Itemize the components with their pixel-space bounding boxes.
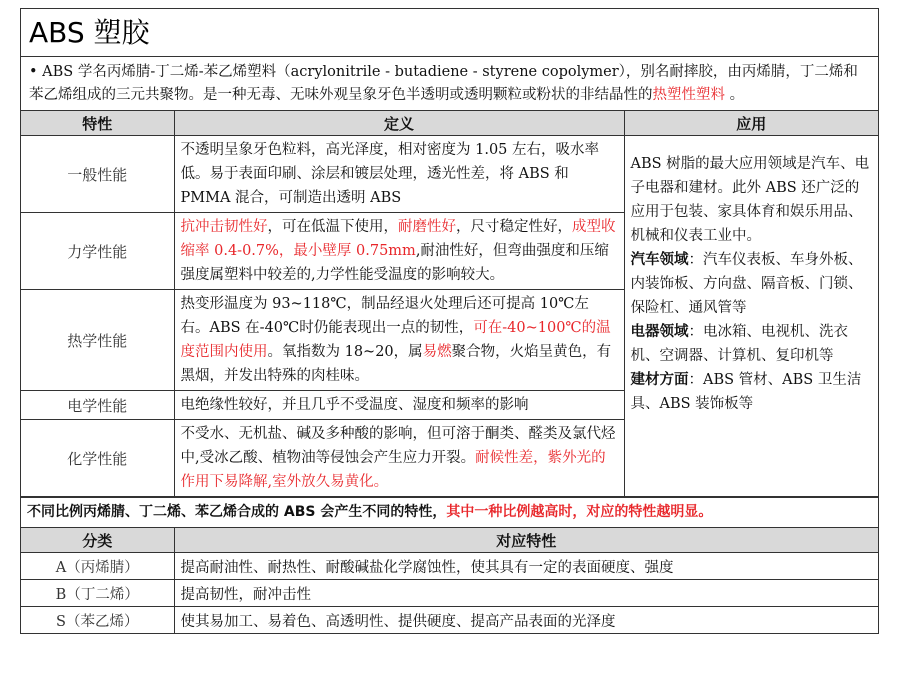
note-highlight: 其中一种比例越高时，对应的特性越明显。 <box>446 504 713 520</box>
highlight-text: 抗冲击韧性好 <box>180 219 268 235</box>
component-effect: 使其易加工、易着色、高透明性、提供硬度、提高产品表面的光泽度 <box>174 607 878 634</box>
header-definition: 定义 <box>174 111 624 136</box>
highlight-text: 耐磨性好 <box>398 219 456 235</box>
component-class: S（苯乙烯） <box>21 607 174 634</box>
highlight-text: 成型收缩率 0.4-0.7%，最小壁厚 0.75mm <box>180 219 616 259</box>
table-row <box>21 136 878 213</box>
building-text: ：ABS 管材、ABS 卫生洁具、ABS 装饰板等 <box>630 372 862 412</box>
application-cell <box>624 136 878 497</box>
definition-text: 。氧指数为 18~20，属 <box>267 344 423 360</box>
property-name: 电学性能 <box>21 391 174 420</box>
note-text: 不同比例丙烯腈、丁二烯、苯乙烯合成的 ABS 会产生不同的特性， <box>27 504 447 520</box>
intro-tail: 。 <box>725 87 745 103</box>
intro-highlight: 热塑性塑料 <box>652 87 725 103</box>
property-name: 力学性能 <box>21 213 174 290</box>
page-title: ABS 塑胶 <box>21 9 878 57</box>
table-row <box>21 553 878 580</box>
ratio-note <box>21 497 878 528</box>
property-name: 化学性能 <box>21 420 174 497</box>
table-row <box>21 580 878 607</box>
car-label: 汽车领域 <box>630 251 689 268</box>
abs-sheet <box>20 8 879 634</box>
property-definition: 不透明呈象牙色粒料，高光泽度，相对密度为 1.05 左右，吸水率低。易于表面印刷、涂层和镀层处理，透光性差，将 ABS 和 PMMA 混合，可制造出透明 ABS <box>174 136 624 213</box>
electrical-text: ：电冰箱、电视机、洗衣机、空调器、计算机、复印机等 <box>630 324 848 364</box>
property-definition <box>174 213 624 290</box>
property-table-header <box>21 111 878 136</box>
electrical-label: 电器领域 <box>630 323 689 340</box>
definition-text: 热变形温度为 93~118℃，制品经退火处理后还可提高 10℃左右。ABS 在-40℃时仍能表现出一点的韧性， <box>180 296 589 336</box>
component-effect: 提高耐油性、耐热性、耐酸碱盐化学腐蚀性，使其具有一定的表面硬度、强度 <box>174 553 878 580</box>
property-definition <box>174 420 624 497</box>
component-class: A（丙烯腈） <box>21 553 174 580</box>
property-definition: 电绝缘性较好，并且几乎不受温度、湿度和频率的影响 <box>174 391 624 420</box>
bullet: • <box>29 64 38 80</box>
highlight-text: 可在-40~100℃的温度范围内使用 <box>180 320 611 360</box>
building-label: 建材方面 <box>630 371 689 388</box>
property-table <box>21 111 878 497</box>
definition-text: ,耐油性好，但弯曲强度和压缩强度属塑料中较差的,力学性能受温度的影响较大。 <box>180 243 609 283</box>
property-name: 一般性能 <box>21 136 174 213</box>
definition-text: 聚合物，火焰呈黄色，有黑烟，并发出特殊的肉桂味。 <box>180 344 612 384</box>
definition-text: 不受水、无机盐、碱及多种酸的影响，但可溶于酮类、醛类及氯代烃中,受冰乙酸、植物油等侵蚀会产生应力开裂。 <box>180 426 616 466</box>
component-class: B（丁二烯） <box>21 580 174 607</box>
property-name: 热学性能 <box>21 290 174 391</box>
table-row <box>21 607 878 634</box>
definition-text: ，尺寸稳定性好， <box>456 219 572 235</box>
highlight-text: 耐候性差，紫外光的作用下易降解,室外放久易黄化。 <box>180 450 606 490</box>
header-effect: 对应特性 <box>174 528 878 553</box>
car-text: ：汽车仪表板、车身外板、内装饰板、方向盘、隔音板、门锁、保险杠、通风管等 <box>630 252 863 316</box>
header-class: 分类 <box>21 528 174 553</box>
intro-text: ABS 学名丙烯腈-丁二烯-苯乙烯塑料（acrylonitrile - butadiene - styrene copolymer），别名耐摔胶，由丙烯腈，丁二烯和苯乙烯组成的三元共聚物。是一种无毒、无味外观呈象牙色半透明或透明颗粒或粉状的非结晶性的 <box>29 64 858 103</box>
component-effect: 提高韧性，耐冲击性 <box>174 580 878 607</box>
highlight-text: 易燃 <box>422 344 452 360</box>
header-application: 应用 <box>624 111 878 136</box>
property-definition <box>174 290 624 391</box>
component-table <box>21 528 878 633</box>
intro-paragraph <box>21 57 878 111</box>
header-property: 特性 <box>21 111 174 136</box>
definition-text: ，可在低温下使用， <box>267 219 398 235</box>
component-table-header <box>21 528 878 553</box>
application-intro: ABS 树脂的最大应用领域是汽车、电子电器和建材。此外 ABS 还广泛的应用于包装、家具体育和娱乐用品、机械和仪表工业中。 <box>630 156 870 244</box>
